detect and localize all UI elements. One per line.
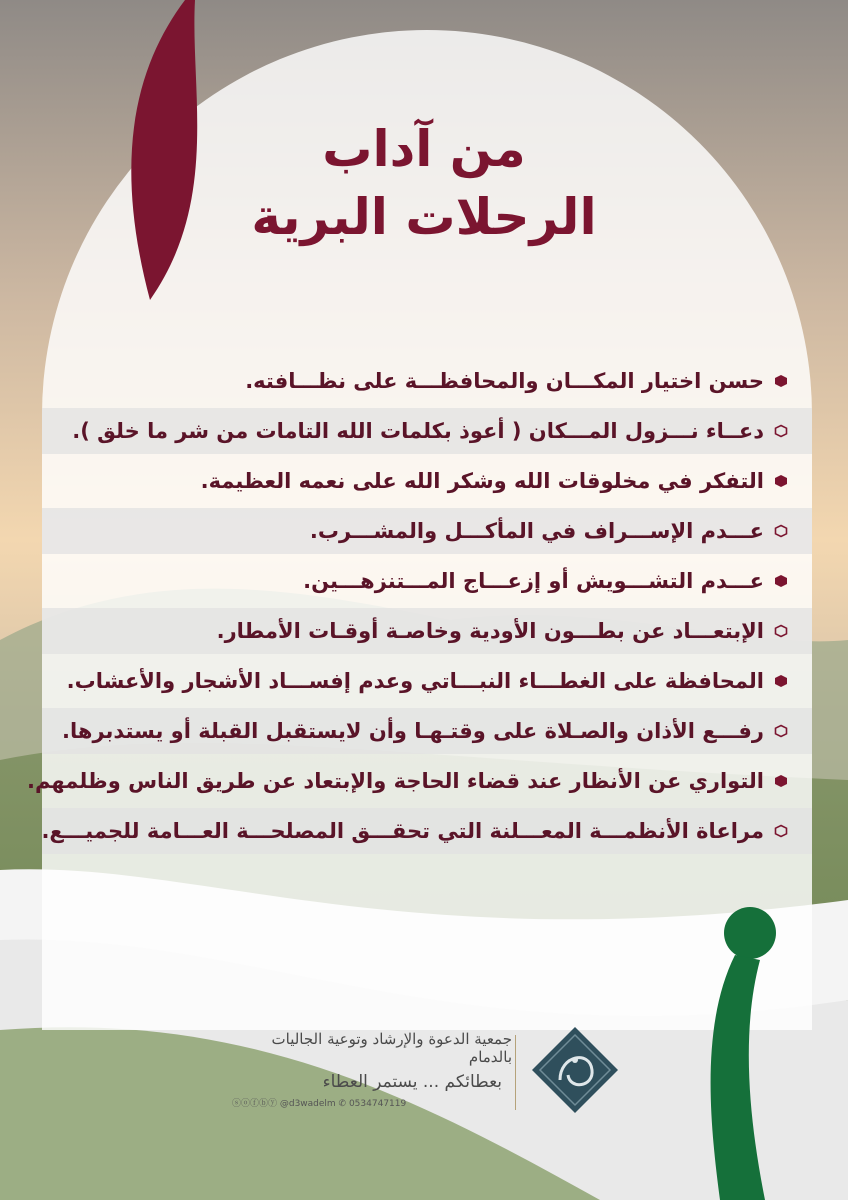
contact-info: ⓢⓞⓕⓑⓨ @d3wadelm ✆ 0534747119 — [232, 1099, 407, 1109]
list-item — [42, 458, 812, 504]
list-item-text: عـــدم التشـــويش أو إزعـــاج المـــتنزهـــين. — [303, 569, 764, 593]
list-item-text: عـــدم الإســـراف في المأكـــل والمشـــرب. — [309, 519, 764, 543]
list-item-text: حسن اختيار المكـــان والمحافظـــة على نظـــافته. — [245, 369, 764, 393]
hexagon-outline-icon — [774, 524, 788, 538]
list-item — [42, 558, 812, 604]
list-item-text: التفكر في مخلوقات الله وشكر الله على نعمه العظيمة. — [200, 469, 764, 493]
hexagon-filled-icon — [774, 474, 788, 488]
page-title-line-1: من آداب — [322, 120, 526, 178]
hexagon-outline-icon — [774, 624, 788, 638]
list-item — [42, 508, 812, 554]
etiquette-list — [26, 358, 812, 858]
hexagon-outline-icon — [774, 824, 788, 838]
page-title-line-2: الرحلات البرية — [251, 188, 597, 246]
list-item — [42, 658, 812, 704]
list-item — [42, 808, 812, 854]
organization-name: جمعية الدعوة والإرشاد وتوعية الجاليات بالدمام — [271, 1030, 512, 1066]
list-item-text: الإبتعـــاد عن بطـــون الأودية وخاصـة أوقـات الأمطار. — [216, 619, 764, 643]
list-item-text: المحافظة على الغطـــاء النبـــاتي وعدم إفســـاد الأشجار والأعشاب. — [66, 669, 764, 693]
hexagon-filled-icon — [774, 374, 788, 388]
list-item — [42, 608, 812, 654]
list-item — [42, 708, 812, 754]
list-item — [42, 358, 812, 404]
hexagon-filled-icon — [774, 674, 788, 688]
green-ribbon-decoration — [680, 905, 790, 1200]
list-item-text: مراعاة الأنظمـــة المعـــلنة التي تحقـــق المصلحـــة العـــامة للجميـــع. — [41, 819, 764, 843]
list-item-text: رفـــع الأذان والصـلاة على وقتـهـا وأن لايستقبل القبلة أو يستدبرها. — [62, 719, 764, 743]
hexagon-outline-icon — [774, 424, 788, 438]
hexagon-outline-icon — [774, 724, 788, 738]
list-item-text: دعــاء نـــزول المـــكان ( أعوذ بكلمات الله التامات من شر ما خلق ). — [72, 419, 764, 443]
organization-logo — [530, 1025, 620, 1115]
list-item-text: التواري عن الأنظار عند قضاء الحاجة والإبتعاد عن طريق الناس وظلمهم. — [26, 769, 764, 793]
list-item — [26, 758, 812, 804]
list-item — [42, 408, 812, 454]
footer-divider — [515, 1035, 516, 1110]
footer-slogan: بعطائكم ... يستمر العطاء — [322, 1072, 502, 1092]
hexagon-filled-icon — [774, 774, 788, 788]
hexagon-filled-icon — [774, 574, 788, 588]
